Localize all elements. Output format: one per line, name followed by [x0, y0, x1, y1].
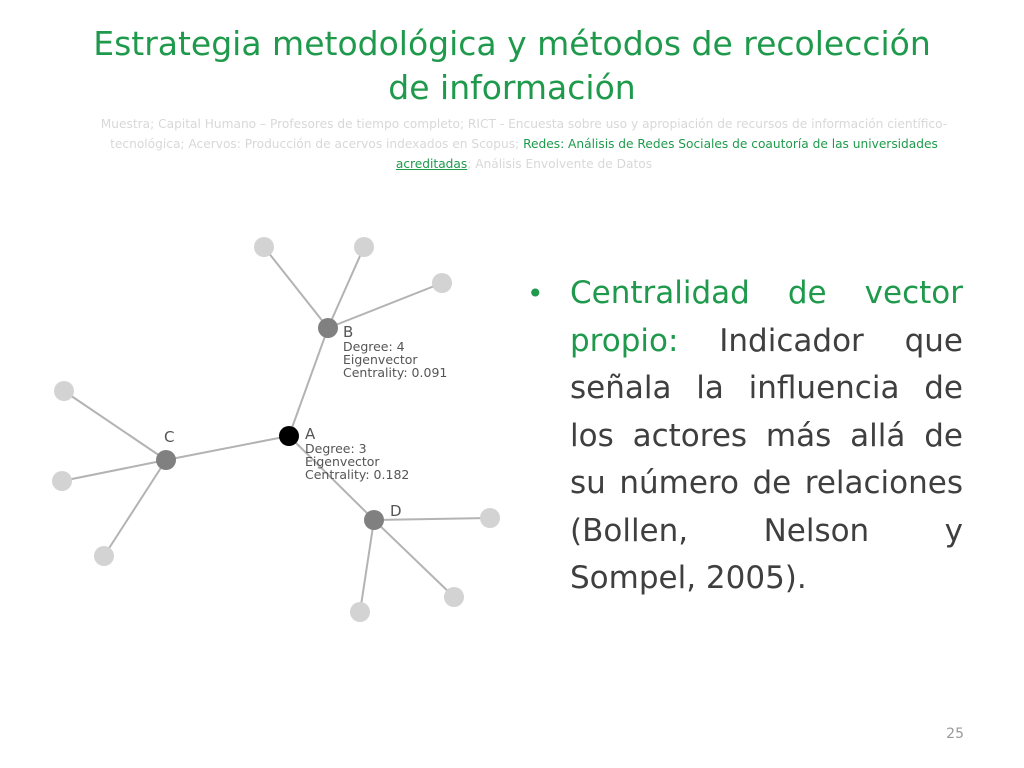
- node-d: [364, 510, 384, 530]
- bullet-body: Indicador que señala la influencia de los actores más allá de su número de relaciones (Bollen, Nelson y Sompel, 2005).: [570, 322, 964, 596]
- subtitle-tail: ; Análisis Envolvente de Datos: [467, 157, 653, 171]
- leaf-node-c3: [94, 546, 114, 566]
- leaf-node-b1: [254, 237, 274, 257]
- network-diagram: [40, 225, 510, 630]
- leaf-node-d1: [480, 508, 500, 528]
- edge-d-leaf2: [374, 520, 454, 597]
- edge-c-leaf2: [62, 460, 166, 481]
- subtitle-highlight-acreditadas: acreditadas: [395, 157, 468, 171]
- leaf-node-c1: [54, 381, 74, 401]
- edge-a-c: [166, 436, 289, 460]
- edge-d-leaf3: [360, 520, 374, 612]
- node-b-info-degree: Degree: 4: [343, 339, 405, 354]
- node-b-info-centrality: Centrality: 0.091: [343, 365, 448, 380]
- bullet-point: [527, 270, 963, 603]
- page-number: 25: [946, 726, 964, 742]
- node-b: [318, 318, 338, 338]
- node-a-info-eigenvector: Eigenvector: [305, 454, 380, 469]
- node-a-info-centrality: Centrality: 0.182: [305, 467, 410, 482]
- node-label-b: B: [343, 323, 354, 341]
- leaf-node-b2: [354, 237, 374, 257]
- slide-subtitle: [88, 114, 960, 174]
- node-b-info-eigenvector: Eigenvector: [343, 352, 418, 367]
- node-a-info-degree: Degree: 3: [305, 441, 367, 456]
- subtitle-highlight-redes: Redes: Análisis de Redes Sociales de coautoría de las universidades: [523, 137, 938, 151]
- node-a: [279, 426, 299, 446]
- node-c: [156, 450, 176, 470]
- edge-b-leaf1: [264, 247, 328, 328]
- bullet-term: Centralidad de vector propio:: [570, 275, 963, 359]
- leaf-node-b3: [432, 273, 452, 293]
- slide-title: Estrategia metodológica y métodos de recolección de información: [93, 24, 931, 107]
- edge-c-leaf1: [64, 391, 166, 460]
- bullet-marker: •: [527, 277, 544, 310]
- leaf-node-d3: [350, 602, 370, 622]
- subtitle-lead: Muestra; Capital Humano – Profesores de tiempo completo; RICT - Encuesta sobre uso y apropiación de recursos de información científico-tecnológica; Acervos: Producción de acervos indexados en Scopus;: [100, 117, 948, 151]
- node-label-a: A: [305, 425, 316, 443]
- bullet-text: [570, 270, 963, 603]
- node-label-d: D: [390, 502, 402, 520]
- edge-a-b: [289, 328, 328, 436]
- leaf-node-c2: [52, 471, 72, 491]
- node-label-c: C: [164, 428, 175, 446]
- edge-c-leaf3: [104, 460, 166, 556]
- leaf-node-d2: [444, 587, 464, 607]
